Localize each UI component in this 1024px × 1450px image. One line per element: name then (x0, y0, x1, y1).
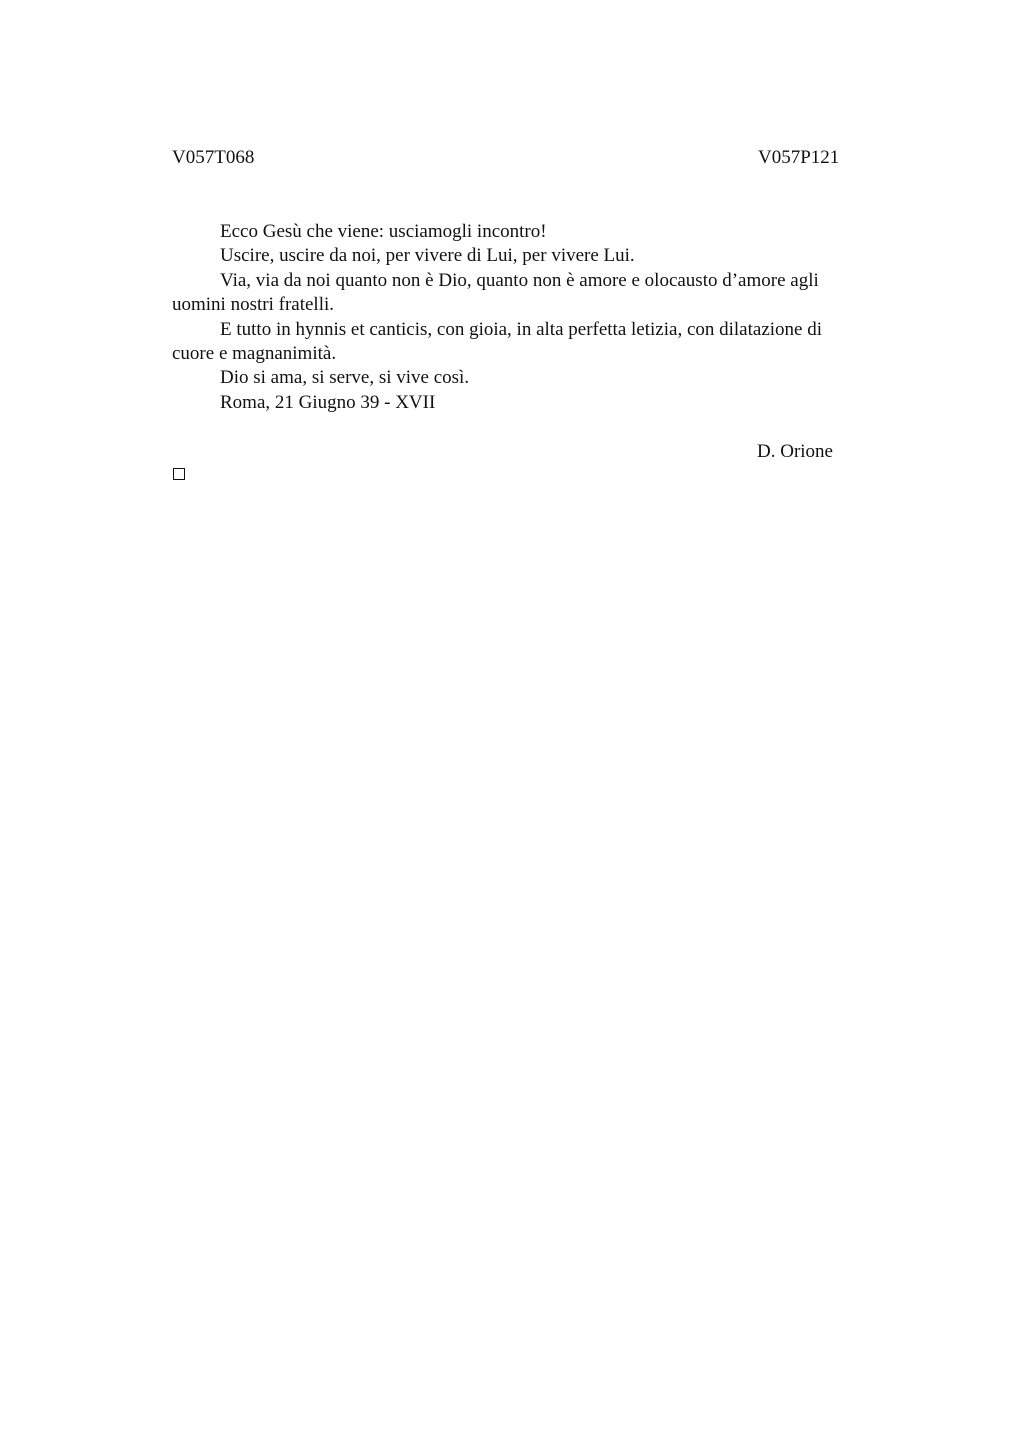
signature: D. Orione (757, 441, 833, 462)
paragraph-5: Dio si ama, si serve, si vive così. (220, 367, 470, 389)
paragraph-4: E tutto in hynnis et canticis, con gioia, in alta perfetta letizia, con dilatazione di cuore e magnanimità. (172, 318, 822, 365)
document-code-right: V057P121 (758, 147, 840, 168)
date-line: Roma, 21 Giugno 39 - XVII (220, 391, 436, 413)
square-outline-icon (173, 468, 185, 480)
paragraph-3: Via, via da noi quanto non è Dio, quanto non è amore e olocausto d’amore agli uomini nostri fratelli. (172, 269, 819, 316)
paragraph-1: Ecco Gesù che viene: usciamogli incontro! (220, 221, 547, 242)
letter-body (172, 220, 862, 415)
document-code-left: V057T068 (172, 147, 255, 168)
paragraph-2: Uscire, uscire da noi, per vivere di Lui, per vivere Lui. (220, 245, 635, 267)
